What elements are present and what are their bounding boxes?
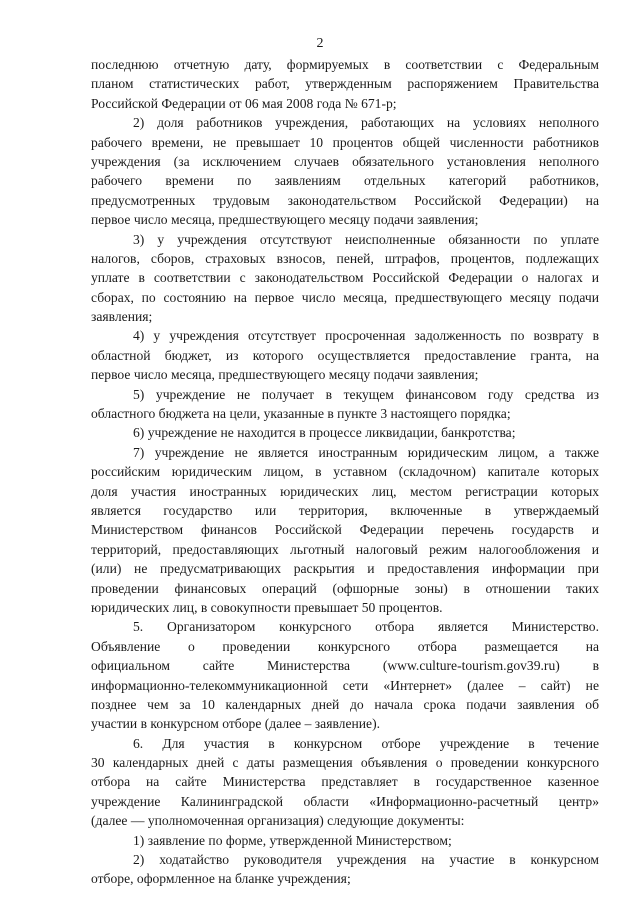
text-line: 2) доля работников учреждения, работающих на условиях неполного	[133, 115, 599, 131]
text-line: 5) учреждение не получает в текущем финансовом году средства из	[133, 386, 599, 402]
text-line: (далее — уполномоченная организация) следующие документы:	[91, 813, 465, 829]
text-line: первое число месяца, предшествующего месяцу подачи заявления;	[91, 367, 479, 383]
text-line: 3) у учреждения отсутствуют неисполненные обязанности по уплате	[133, 231, 599, 247]
text-line: является государство или территория, включенные в утверждаемый	[91, 502, 599, 518]
paragraph-item-3	[91, 230, 599, 327]
text-line: учреждение Калининградской области «Информационно-расчетный центр»	[91, 793, 599, 809]
paragraph-doc-item-2	[91, 850, 599, 889]
text-line: Объявление о проведении конкурсного отбора размещается на	[91, 638, 599, 654]
text-line: сборах, по состоянию на первое число месяца, предшествующего месяцу подачи	[91, 289, 599, 305]
text-line: (или) не предусматривающих раскрытия и предоставления информации при	[91, 561, 599, 577]
text-line: рабочего времени по заявлениям отдельных категорий работников,	[91, 173, 599, 189]
paragraph-item-5	[91, 385, 599, 424]
paragraph-item-6	[91, 423, 599, 442]
text-line: проведении финансовых операций (офшорные зоны) в отношении таких	[91, 580, 599, 596]
text-line: официальном сайте Министерства (www.culture-tourism.gov39.ru) в	[91, 658, 599, 674]
text-line: налогов, сборов, страховых взносов, пеней, штрафов, процентов, подлежащих	[91, 250, 599, 266]
text-line: российским юридическим лицом, в уставном (складочном) капитале которых	[91, 464, 599, 480]
page-number: 2	[316, 36, 324, 51]
paragraph-section-5	[91, 617, 599, 733]
text-line: уплате в соответствии с законодательством Российской Федерации о налогах и	[91, 270, 599, 286]
text-line: планом статистических работ, утвержденным распоряжением Правительства	[91, 76, 599, 92]
text-line: 1) заявление по форме, утвержденной Министерством;	[133, 832, 452, 848]
paragraph-item-7	[91, 443, 599, 618]
text-line: юридических лиц, в совокупности превышает 50 процентов.	[91, 599, 443, 615]
text-line: отбора на сайте Министерства представляет в государственное казенное	[91, 774, 599, 790]
paragraph-section-6	[91, 734, 599, 831]
paragraph-item-2	[91, 113, 599, 229]
text-line: последнюю отчетную дату, формируемых в соответствии с Федеральным	[91, 57, 599, 72]
text-line: 5. Организатором конкурсного отбора является Министерство.	[133, 619, 599, 635]
text-line: территорий, предоставляющих льготный налоговый режим налогообложения и	[91, 541, 599, 557]
text-line: областной бюджет, из которого осуществляется предоставление гранта, на	[91, 347, 599, 363]
text-line: участии в конкурсном отборе (далее – заявление).	[91, 716, 381, 732]
text-line: областного бюджета на цели, указанные в пункте 3 настоящего порядка;	[91, 406, 511, 422]
paragraph-item-4	[91, 326, 599, 384]
document-body	[91, 55, 599, 889]
text-line: учреждения (за исключением случаев обязательного установления неполного	[91, 153, 599, 169]
text-line: Российской Федерации от 06 мая 2008 года № 671-р;	[91, 95, 397, 111]
text-line: доля участия иностранных юридических лиц, местом регистрации которых	[91, 483, 599, 499]
text-line: Министерством финансов Российской Федерации перечень государств и	[91, 522, 599, 538]
text-line: 6. Для участия в конкурсном отборе учреждение в течение	[133, 735, 599, 751]
text-line: информационно-телекоммуникационной сети «Интернет» (далее – сайт) не	[91, 677, 599, 693]
text-line: 7) учреждение не является иностранным юридическим лицом, а также	[133, 444, 599, 460]
text-line: заявления;	[91, 309, 153, 325]
text-line: позднее чем за 10 календарных дней до начала срока подачи заявления об	[91, 696, 599, 712]
text-line: 30 календарных дней с даты размещения объявления о проведении конкурсного	[91, 755, 599, 771]
text-line: 2) ходатайство руководителя учреждения на участие в конкурсном	[133, 852, 599, 868]
text-line: 6) учреждение не находится в процессе ликвидации, банкротства;	[133, 425, 516, 441]
text-line: 4) у учреждения отсутствует просроченная задолженность по возврату в	[133, 328, 599, 344]
text-line: предусмотренных трудовым законодательством Российской Федерации) на	[91, 192, 599, 208]
paragraph-intro-continued	[91, 55, 599, 113]
paragraph-doc-item-1	[91, 831, 599, 850]
text-line: рабочего времени, не превышает 10 процентов общей численности работников	[91, 134, 599, 150]
text-line: первое число месяца, предшествующего месяцу подачи заявления;	[91, 212, 479, 228]
text-line: отборе, оформленное на бланке учреждения;	[91, 871, 351, 887]
